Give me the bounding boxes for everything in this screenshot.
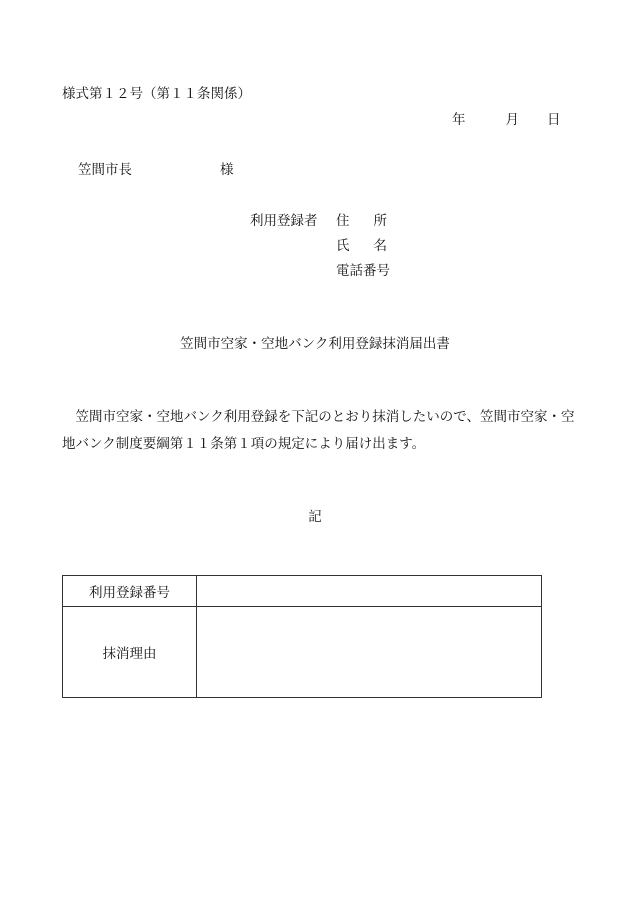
date-year: 年 (452, 112, 466, 128)
form-number: 様式第１２号（第１１条関係） (62, 86, 251, 102)
phone-label: 電話番号 (336, 262, 390, 279)
date-day: 日 (547, 112, 561, 128)
addressee (78, 158, 234, 178)
document-title: 笠間市空家・空地バンク利用登録抹消届出書 (180, 336, 450, 352)
detail-table (62, 575, 542, 698)
cancel-reason-cell[interactable] (197, 607, 542, 698)
registrant-role: 利用登録者 (250, 212, 318, 229)
registrant-block (250, 206, 416, 281)
date-month: 月 (505, 112, 519, 128)
registrant-address-row (250, 206, 416, 231)
addressee-name: 笠間市長 (78, 162, 132, 178)
registrant-name-row (250, 231, 416, 256)
name-label: 氏名 (336, 237, 411, 254)
table-row-cancel-reason (63, 607, 542, 698)
registration-number-label: 利用登録番号 (63, 576, 197, 607)
registration-number-cell[interactable] (197, 576, 542, 607)
date-line (452, 108, 561, 128)
table-row-registration-number (63, 576, 542, 607)
cancel-reason-label: 抹消理由 (63, 607, 197, 698)
addressee-honorific: 様 (220, 162, 234, 178)
address-label: 住所 (336, 212, 411, 229)
registrant-phone-row (250, 256, 416, 281)
body-paragraph: 笠間市空家・空地バンク利用登録を下記のとおり抹消したいので、笠間市空家・空地バンク制度要綱第１１条第１項の規定により届け出ます。 (62, 409, 575, 452)
record-heading: 記 (308, 509, 322, 525)
